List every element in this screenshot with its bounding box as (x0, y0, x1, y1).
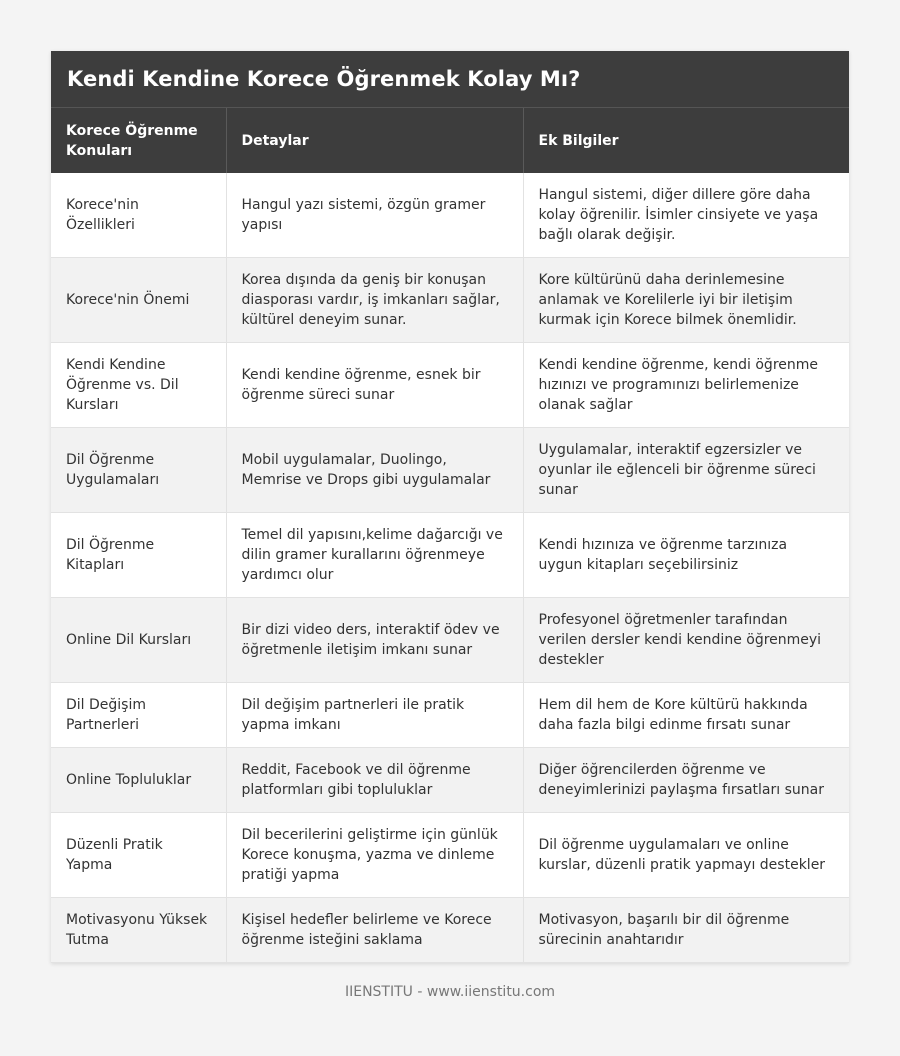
details-cell: Reddit, Facebook ve dil öğrenme platformları gibi topluluklar (226, 748, 523, 813)
table-row (51, 258, 849, 343)
extra-info-cell: Uygulamalar, interaktif egzersizler ve oyunlar ile eğlenceli bir öğrenme süreci sunar (523, 428, 849, 513)
details-cell: Korea dışında da geniş bir konuşan diasporası vardır, iş imkanları sağlar, kültürel deneyim sunar. (226, 258, 523, 343)
data-table (51, 108, 849, 963)
extra-info-cell: Diğer öğrencilerden öğrenme ve deneyimlerinizi paylaşma fırsatları sunar (523, 748, 849, 813)
table-row (51, 343, 849, 428)
table-card (51, 51, 849, 963)
table-row (51, 513, 849, 598)
topic-cell: Dil Öğrenme Uygulamaları (51, 428, 226, 513)
topic-cell: Online Topluluklar (51, 748, 226, 813)
header-row (51, 108, 849, 173)
extra-info-cell: Kore kültürünü daha derinlemesine anlamak ve Korelilerle iyi bir iletişim kurmak için Korece bilmek önemlidir. (523, 258, 849, 343)
extra-info-cell: Hangul sistemi, diğer dillere göre daha kolay öğrenilir. İsimler cinsiyete ve yaşa bağlı olarak değişir. (523, 173, 849, 258)
topic-cell: Dil Öğrenme Kitapları (51, 513, 226, 598)
details-cell: Dil değişim partnerleri ile pratik yapma imkanı (226, 683, 523, 748)
details-cell: Bir dizi video ders, interaktif ödev ve öğretmenle iletişim imkanı sunar (226, 598, 523, 683)
topic-cell: Korece'nin Özellikleri (51, 173, 226, 258)
details-cell: Hangul yazı sistemi, özgün gramer yapısı (226, 173, 523, 258)
table-row (51, 813, 849, 898)
details-cell: Kendi kendine öğrenme, esnek bir öğrenme süreci sunar (226, 343, 523, 428)
column-header-extra-info: Ek Bilgiler (523, 108, 849, 173)
topic-cell: Kendi Kendine Öğrenme vs. Dil Kursları (51, 343, 226, 428)
topic-cell: Düzenli Pratik Yapma (51, 813, 226, 898)
topic-cell: Online Dil Kursları (51, 598, 226, 683)
table-row (51, 748, 849, 813)
column-header-topics: Korece Öğrenme Konuları (51, 108, 226, 173)
extra-info-cell: Profesyonel öğretmenler tarafından verilen dersler kendi kendine öğrenmeyi destekler (523, 598, 849, 683)
extra-info-cell: Kendi kendine öğrenme, kendi öğrenme hızınızı ve programınızı belirlemenize olanak sağlar (523, 343, 849, 428)
topic-cell: Motivasyonu Yüksek Tutma (51, 898, 226, 963)
details-cell: Temel dil yapısını,kelime dağarcığı ve dilin gramer kurallarını öğrenmeye yardımcı olur (226, 513, 523, 598)
table-row (51, 428, 849, 513)
topic-cell: Dil Değişim Partnerleri (51, 683, 226, 748)
extra-info-cell: Hem dil hem de Kore kültürü hakkında daha fazla bilgi edinme fırsatı sunar (523, 683, 849, 748)
extra-info-cell: Dil öğrenme uygulamaları ve online kurslar, düzenli pratik yapmayı destekler (523, 813, 849, 898)
table-row (51, 898, 849, 963)
extra-info-cell: Kendi hızınıza ve öğrenme tarzınıza uygun kitapları seçebilirsiniz (523, 513, 849, 598)
topic-cell: Korece'nin Önemi (51, 258, 226, 343)
details-cell: Kişisel hedefler belirleme ve Korece öğrenme isteğini saklama (226, 898, 523, 963)
title-bar (51, 51, 849, 108)
extra-info-cell: Motivasyon, başarılı bir dil öğrenme sürecinin anahtarıdır (523, 898, 849, 963)
table-row (51, 173, 849, 258)
table-row (51, 683, 849, 748)
table-row (51, 598, 849, 683)
column-header-details: Detaylar (226, 108, 523, 173)
details-cell: Mobil uygulamalar, Duolingo, Memrise ve Drops gibi uygulamalar (226, 428, 523, 513)
page-title: Kendi Kendine Korece Öğrenmek Kolay Mı? (67, 67, 581, 91)
footer-credit: IIENSTITU - www.iienstitu.com (344, 984, 556, 1000)
details-cell: Dil becerilerini geliştirme için günlük Korece konuşma, yazma ve dinleme pratiği yapma (226, 813, 523, 898)
